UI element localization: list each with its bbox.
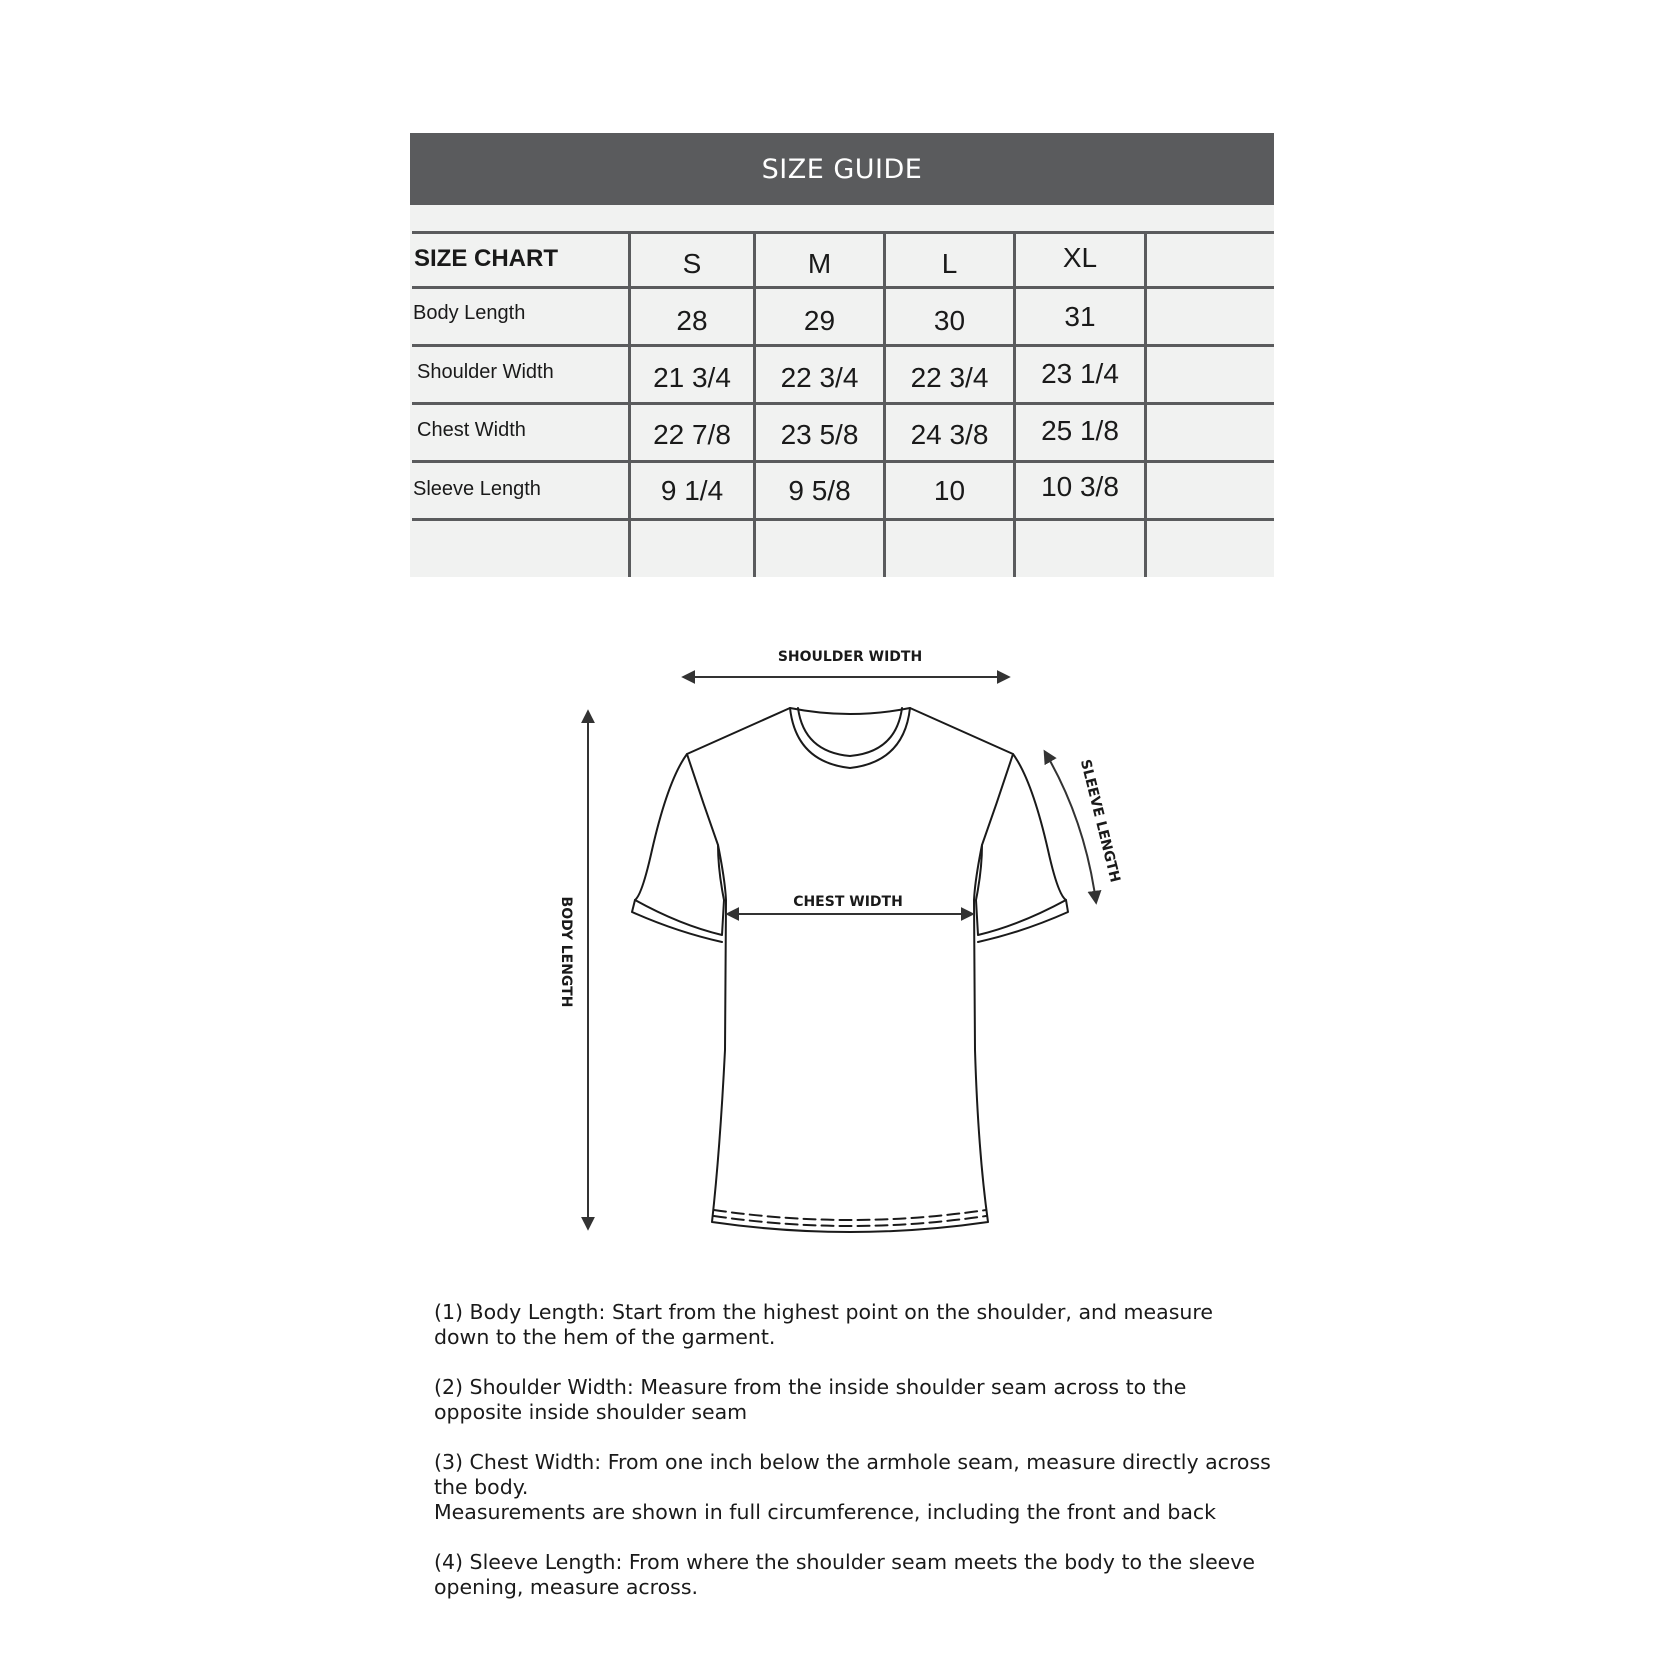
sleeve-length-label: SLEEVE LENGTH: [1076, 757, 1123, 885]
table-cell: 24 3/8: [910, 419, 989, 450]
chest-width-label: CHEST WIDTH: [793, 894, 903, 910]
row-label-chest-width: Chest Width: [417, 418, 526, 441]
note-shoulder-width: (2) Shoulder Width: Measure from the inside shoulder seam across to the opposite inside shoulder seam: [434, 1375, 1187, 1424]
table-cell: 21 3/4: [653, 362, 731, 393]
table-cell: 30: [933, 305, 966, 336]
body-length-label: BODY LENGTH: [558, 896, 574, 1008]
row-label-shoulder-width: Shoulder Width: [417, 360, 554, 383]
table-cell: 23 1/4: [1041, 358, 1119, 389]
size-header-l: L: [941, 248, 958, 279]
table-cell: 22 7/8: [653, 419, 731, 450]
table-cell: 29: [803, 305, 836, 336]
note-body-length: (1) Body Length: Start from the highest point on the shoulder, and measure down to the hem of the garment.: [434, 1300, 1213, 1349]
table-cell: 9 1/4: [660, 475, 724, 506]
table-cell: 22 3/4: [780, 362, 859, 393]
note-chest-circumference: Measurements are shown in full circumference, including the front and back: [434, 1500, 1217, 1524]
size-guide-title: SIZE GUIDE: [761, 153, 923, 185]
size-header-m: M: [807, 248, 832, 279]
table-cell: 28: [676, 305, 708, 336]
table-cell: 22 3/4: [910, 362, 989, 393]
table-cell: 9 5/8: [788, 475, 851, 506]
note-sleeve-length: (4) Sleeve Length: From where the shoulder seam meets the body to the sleeve opening, measure across.: [434, 1550, 1256, 1599]
table-cell: 25 1/8: [1041, 415, 1119, 446]
row-label-body-length: Body Length: [413, 301, 526, 324]
note-chest-width: (3) Chest Width: From one inch below the armhole seam, measure directly across the body.: [434, 1450, 1271, 1499]
table-cell: 10 3/8: [1041, 471, 1119, 502]
shoulder-width-label: SHOULDER WIDTH: [777, 649, 923, 665]
table-cell: 31: [1064, 301, 1096, 332]
tshirt-outline: [632, 708, 1068, 1232]
size-header-xl: XL: [1062, 242, 1098, 273]
table-cell: 23 5/8: [780, 419, 859, 450]
table-cell: 10: [933, 475, 966, 506]
size-header-s: S: [682, 248, 702, 279]
measurement-notes: [434, 1300, 1274, 1625]
size-chart-label: SIZE CHART: [414, 245, 558, 272]
row-label-sleeve-length: Sleeve Length: [413, 477, 541, 500]
